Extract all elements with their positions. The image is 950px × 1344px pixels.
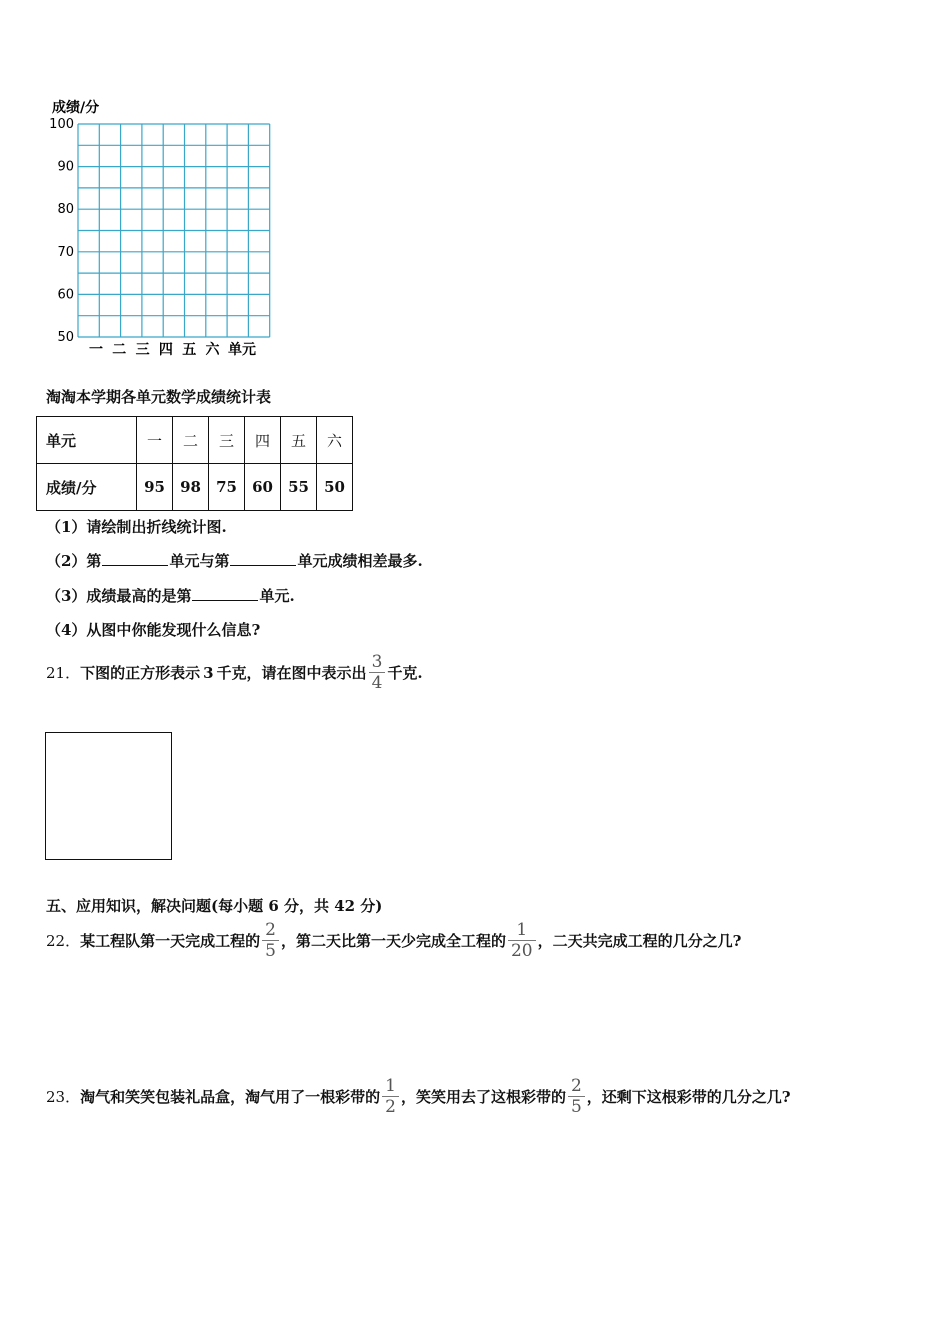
fraction-numerator: 2: [570, 1076, 582, 1096]
unit-cell: 一: [137, 417, 173, 464]
y-tick-label: 60: [57, 287, 74, 303]
y-tick-label: 100: [49, 117, 74, 132]
fraction: [508, 920, 536, 961]
chart-y-ticks: [49, 117, 74, 345]
fraction-denominator: 20: [508, 940, 536, 961]
y-tick-label: 90: [57, 159, 74, 175]
unit-cell: 四: [245, 417, 281, 464]
fraction-numerator: 1: [385, 1076, 396, 1096]
q20-part3-text-b: 单元.: [259, 587, 295, 605]
fraction: [382, 1076, 399, 1117]
q21-kg-value: 3: [203, 663, 214, 682]
fraction-denominator: 5: [262, 940, 279, 961]
fraction-numerator: 1: [516, 920, 528, 940]
y-tick-label: 70: [57, 244, 74, 260]
chart-grid: [78, 124, 270, 337]
q20-part3-text-a: （3）成绩最高的是第: [46, 587, 192, 605]
chart-y-axis-label: 成绩/分: [52, 100, 100, 116]
unit-cell: 六: [317, 417, 353, 464]
table-caption: 淘淘本学期各单元数学成绩统计表: [46, 388, 272, 406]
fraction: [369, 652, 386, 693]
q20-part1: （1）请绘制出折线统计图.: [46, 518, 227, 536]
q20-part2-text-b: 单元与第: [169, 552, 230, 570]
question-number: 23．: [46, 1088, 81, 1106]
q23-text-b: ，笑笑用去了这根彩带的: [400, 1088, 566, 1106]
chart-x-axis-label: 单元: [228, 342, 256, 358]
q20-part2-text-c: 单元成绩相差最多.: [297, 552, 423, 570]
table-row: [37, 417, 353, 464]
q22-text-a: 某工程队第一天完成工程的: [80, 932, 261, 950]
x-tick-label: 六: [205, 342, 220, 358]
line-chart: [40, 92, 280, 367]
score-cell: 95: [137, 464, 173, 511]
x-tick-label: 五: [182, 342, 197, 358]
table-row: [37, 464, 353, 511]
question-number: 21．: [46, 664, 81, 682]
y-tick-label: 50: [57, 330, 74, 345]
unit-cell: 二: [173, 417, 209, 464]
score-table: [36, 416, 353, 511]
q23-text-c: ，还剩下这根彩带的几分之几?: [586, 1088, 791, 1106]
score-cell: 50: [317, 464, 353, 511]
fraction-denominator: 2: [382, 1096, 399, 1117]
q23-text-a: 淘气和笑笑包装礼品盒，淘气用了一根彩带的: [80, 1088, 381, 1106]
question-22: [46, 920, 741, 961]
answer-blank[interactable]: [192, 586, 258, 601]
answer-blank[interactable]: [230, 551, 296, 566]
fraction-numerator: 2: [265, 920, 276, 940]
score-cell: 75: [209, 464, 245, 511]
q20-part2-text-a: （2）第: [46, 552, 102, 570]
answer-blank[interactable]: [102, 551, 168, 566]
chart-x-ticks: [89, 341, 221, 358]
fraction-denominator: 5: [568, 1096, 585, 1117]
q20-part2: [46, 550, 423, 571]
row-header-score: 成绩/分: [37, 464, 137, 511]
q20-part3: [46, 585, 295, 606]
section-title: 五、应用知识，解决问题(每小题 6 分，共 42 分): [46, 897, 383, 915]
x-tick-label: 三: [135, 342, 150, 358]
x-tick-label: 二: [112, 342, 127, 358]
unit-cell: 五: [281, 417, 317, 464]
score-cell: 98: [173, 464, 209, 511]
unit-cell: 三: [209, 417, 245, 464]
score-cell: 55: [281, 464, 317, 511]
q22-text-c: ，二天共完成工程的几分之几?: [537, 932, 742, 950]
q21-text-c: 千克.: [387, 664, 423, 682]
fraction-denominator: 4: [369, 672, 386, 693]
fraction-numerator: 3: [371, 652, 383, 672]
fraction: [262, 920, 279, 961]
question-number: 22．: [46, 932, 81, 950]
score-cell: 60: [245, 464, 281, 511]
question-21: [46, 652, 423, 693]
q21-text-b: 千克，请在图中表示出: [216, 664, 367, 682]
x-tick-label: 一: [89, 342, 103, 358]
q21-text-a: 下图的正方形表示: [80, 664, 201, 682]
fraction: [568, 1076, 585, 1117]
question-23: [46, 1076, 791, 1117]
row-header-unit: 单元: [37, 417, 137, 464]
square-figure[interactable]: [45, 732, 172, 860]
x-tick-label: 四: [158, 342, 173, 358]
q20-part4: （4）从图中你能发现什么信息?: [46, 621, 261, 639]
q22-text-b: ，第二天比第一天少完成全工程的: [280, 932, 506, 950]
y-tick-label: 80: [57, 202, 74, 218]
